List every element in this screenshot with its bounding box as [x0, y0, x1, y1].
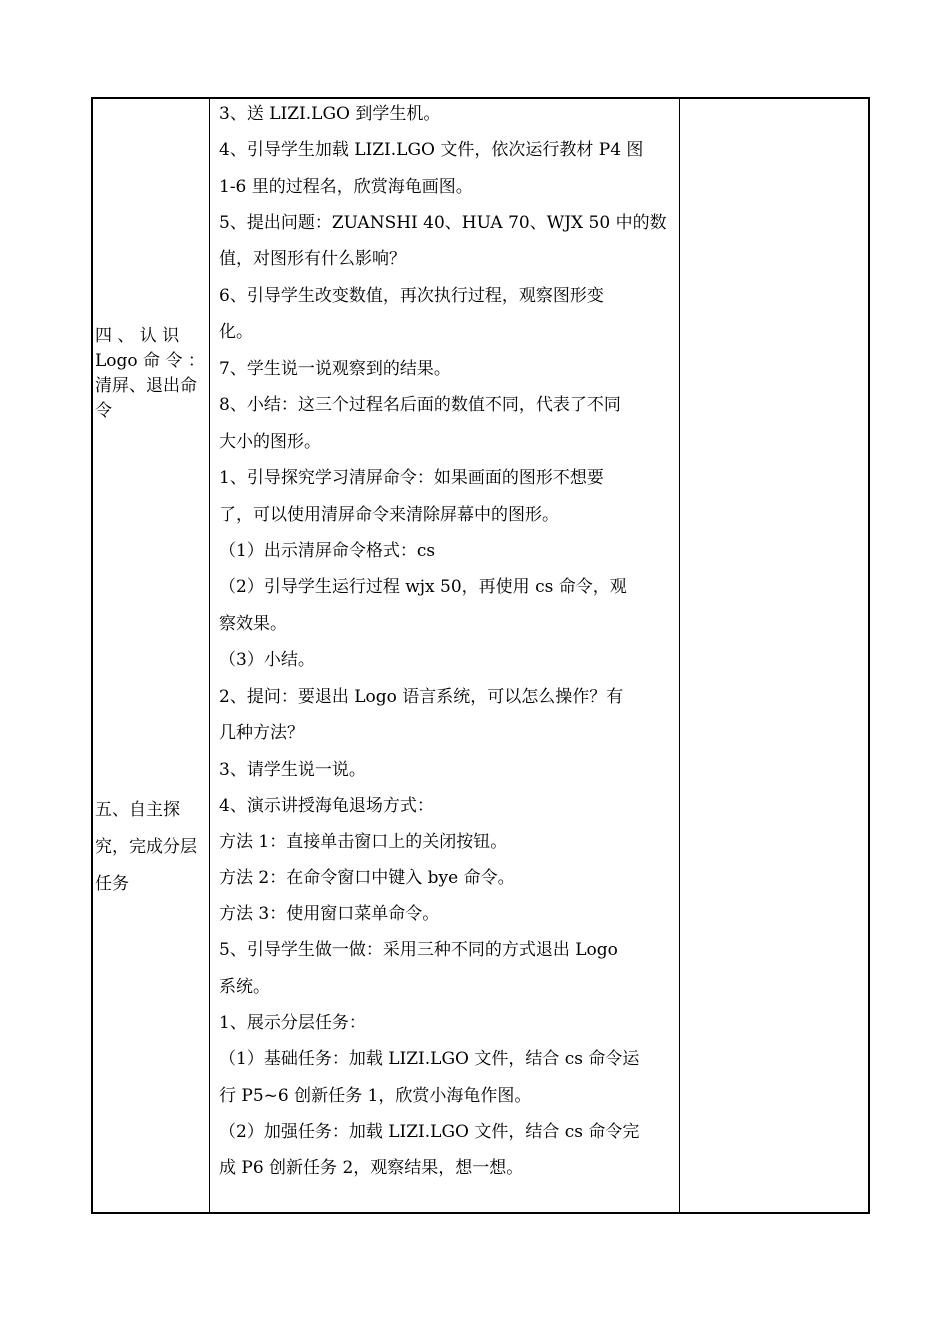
content-line: 6、引导学生改变数值，再次执行过程，观察图形变: [219, 286, 604, 306]
section4-title-line: 清屏、退出命: [95, 376, 197, 396]
section5-title-line: 任务: [95, 874, 129, 894]
content-line: （1）基础任务：加载 LIZI.LGO 文件，结合 cs 命令运: [219, 1049, 640, 1069]
lesson-table: [91, 97, 870, 1214]
content-line: 1-6 里的过程名，欣赏海龟画图。: [219, 177, 473, 197]
content-line: 大小的图形。: [219, 432, 321, 452]
content-line: 4、演示讲授海龟退场方式：: [219, 796, 434, 816]
content-line: 值，对图形有什么影响？: [219, 249, 406, 269]
content-line: 几种方法？: [219, 723, 304, 743]
content-line: 化。: [219, 322, 253, 342]
content-line: 方法 2：在命令窗口中键入 bye 命令。: [219, 868, 515, 888]
section4-title-line: Logo 命 令 ：: [95, 351, 205, 371]
content-line: 1、引导探究学习清屏命令：如果画面的图形不想要: [219, 468, 604, 488]
content-line: 系统。: [219, 977, 270, 997]
content-line: 成 P6 创新任务 2，观察结果，想一想。: [219, 1158, 524, 1178]
column-divider-left: [209, 99, 210, 1212]
content-line: 3、请学生说一说。: [219, 760, 366, 780]
content-line: （3）小结。: [219, 650, 315, 670]
content-line: 察效果。: [219, 614, 287, 634]
content-line: （2）引导学生运行过程 wjx 50，再使用 cs 命令，观: [219, 577, 627, 597]
section4-title-line: 四 、 认 识: [95, 326, 180, 346]
content-line: 了，可以使用清屏命令来清除屏幕中的图形。: [219, 505, 559, 525]
content-line: 行 P5~6 创新任务 1，欣赏小海龟作图。: [219, 1086, 532, 1106]
content-line: 方法 1：直接单击窗口上的关闭按钮。: [219, 832, 508, 852]
section4-title-line: 令: [95, 401, 112, 421]
content-line: 3、送 LIZI.LGO 到学生机。: [219, 104, 441, 124]
content-line: 2、提问：要退出 Logo 语言系统，可以怎么操作？有: [219, 687, 624, 707]
content-line: 5、引导学生做一做：采用三种不同的方式退出 Logo: [219, 940, 618, 960]
content-line: 8、小结：这三个过程名后面的数值不同，代表了不同: [219, 395, 621, 415]
notes-cell: [680, 99, 868, 1212]
content-line: 7、学生说一说观察到的结果。: [219, 359, 451, 379]
content-line: （2）加强任务：加载 LIZI.LGO 文件，结合 cs 命令完: [219, 1122, 640, 1142]
content-line: 方法 3：使用窗口菜单命令。: [219, 904, 440, 924]
content-line: （1）出示清屏命令格式：cs: [219, 541, 436, 561]
content-line: 4、引导学生加载 LIZI.LGO 文件，依次运行教材 P4 图: [219, 140, 644, 160]
section5-title-line: 五、自主探: [95, 800, 180, 820]
content-line: 1、展示分层任务：: [219, 1013, 366, 1033]
section5-title-line: 究，完成分层: [95, 837, 197, 857]
content-line: 5、提出问题：ZUANSHI 40、HUA 70、WJX 50 中的数: [219, 213, 667, 233]
